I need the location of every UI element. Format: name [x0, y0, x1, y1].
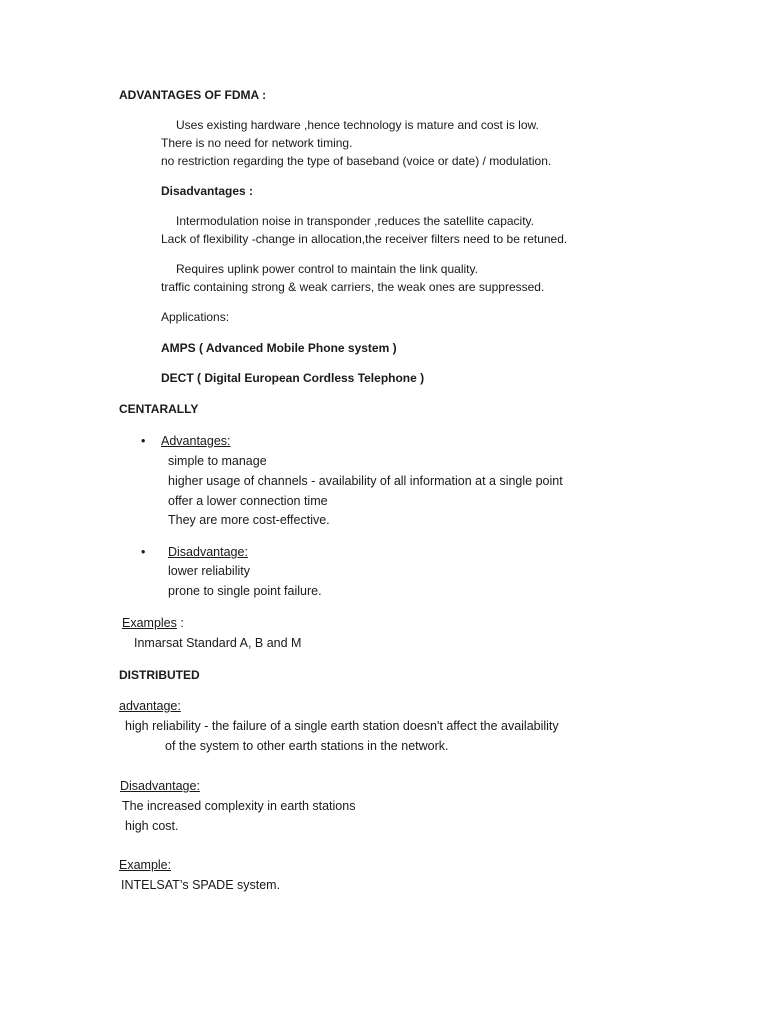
centrally-advantages-heading: Advantages: [161, 434, 231, 448]
distributed-example-heading: Example: [119, 858, 172, 872]
fdma-disadvantage-item: Intermodulation noise in transponder ,reduces the satellite capacity. [176, 214, 534, 228]
centrally-heading: CENTARALLY [119, 402, 199, 416]
fdma-application-item: AMPS ( Advanced Mobile Phone system ) [161, 341, 397, 355]
centrally-disadvantage-item: lower reliability [168, 564, 250, 578]
distributed-disadvantage-heading: Disadvantage: [120, 779, 200, 793]
distributed-advantage-line: high reliability - the failure of a single earth station doesn't affect the availability [125, 719, 559, 733]
centrally-examples-heading [122, 616, 184, 630]
fdma-disadvantages-heading: Disadvantages : [161, 184, 254, 198]
centrally-example-item: Inmarsat Standard A, B and M [134, 636, 302, 650]
distributed-heading: DISTRIBUTED [119, 668, 200, 682]
fdma-advantage-item: There is no need for network timing. [161, 136, 353, 150]
centrally-advantage-item: They are more cost-effective. [168, 513, 330, 527]
bullet-icon: • [141, 545, 146, 559]
fdma-disadvantage-item: traffic containing strong & weak carriers, the weak ones are suppressed. [161, 280, 545, 294]
distributed-example-item: INTELSAT’s SPADE system. [121, 878, 281, 892]
centrally-advantage-item: offer a lower connection time [168, 494, 328, 508]
examples-colon: : [176, 616, 184, 630]
bullet-icon: • [141, 434, 146, 448]
distributed-disadvantage-item: high cost. [125, 819, 179, 833]
distributed-advantage-heading: advantage: [119, 699, 181, 713]
examples-label: Examples [122, 616, 177, 630]
fdma-application-item: DECT ( Digital European Cordless Telephone ) [161, 371, 425, 385]
fdma-advantage-item: Uses existing hardware ,hence technology is mature and cost is low. [176, 118, 539, 132]
distributed-advantage-line: of the system to other earth stations in the network. [165, 739, 449, 753]
centrally-disadvantage-item: prone to single point failure. [168, 584, 322, 598]
fdma-advantage-item: no restriction regarding the type of baseband (voice or date) / modulation. [161, 154, 552, 168]
centrally-advantage-item: higher usage of channels - availability of all information at a single point [168, 474, 563, 488]
centrally-disadvantage-heading: Disadvantage: [168, 545, 248, 559]
fdma-disadvantage-item: Lack of flexibility -change in allocation,the receiver filters need to be retuned. [161, 232, 568, 246]
fdma-heading: ADVANTAGES OF FDMA : [119, 88, 267, 102]
fdma-disadvantage-item: Requires uplink power control to maintain the link quality. [176, 262, 478, 276]
centrally-advantage-item: simple to manage [168, 454, 267, 468]
distributed-disadvantage-item: The increased complexity in earth stations [122, 799, 356, 813]
fdma-applications-heading: Applications: [161, 310, 230, 324]
